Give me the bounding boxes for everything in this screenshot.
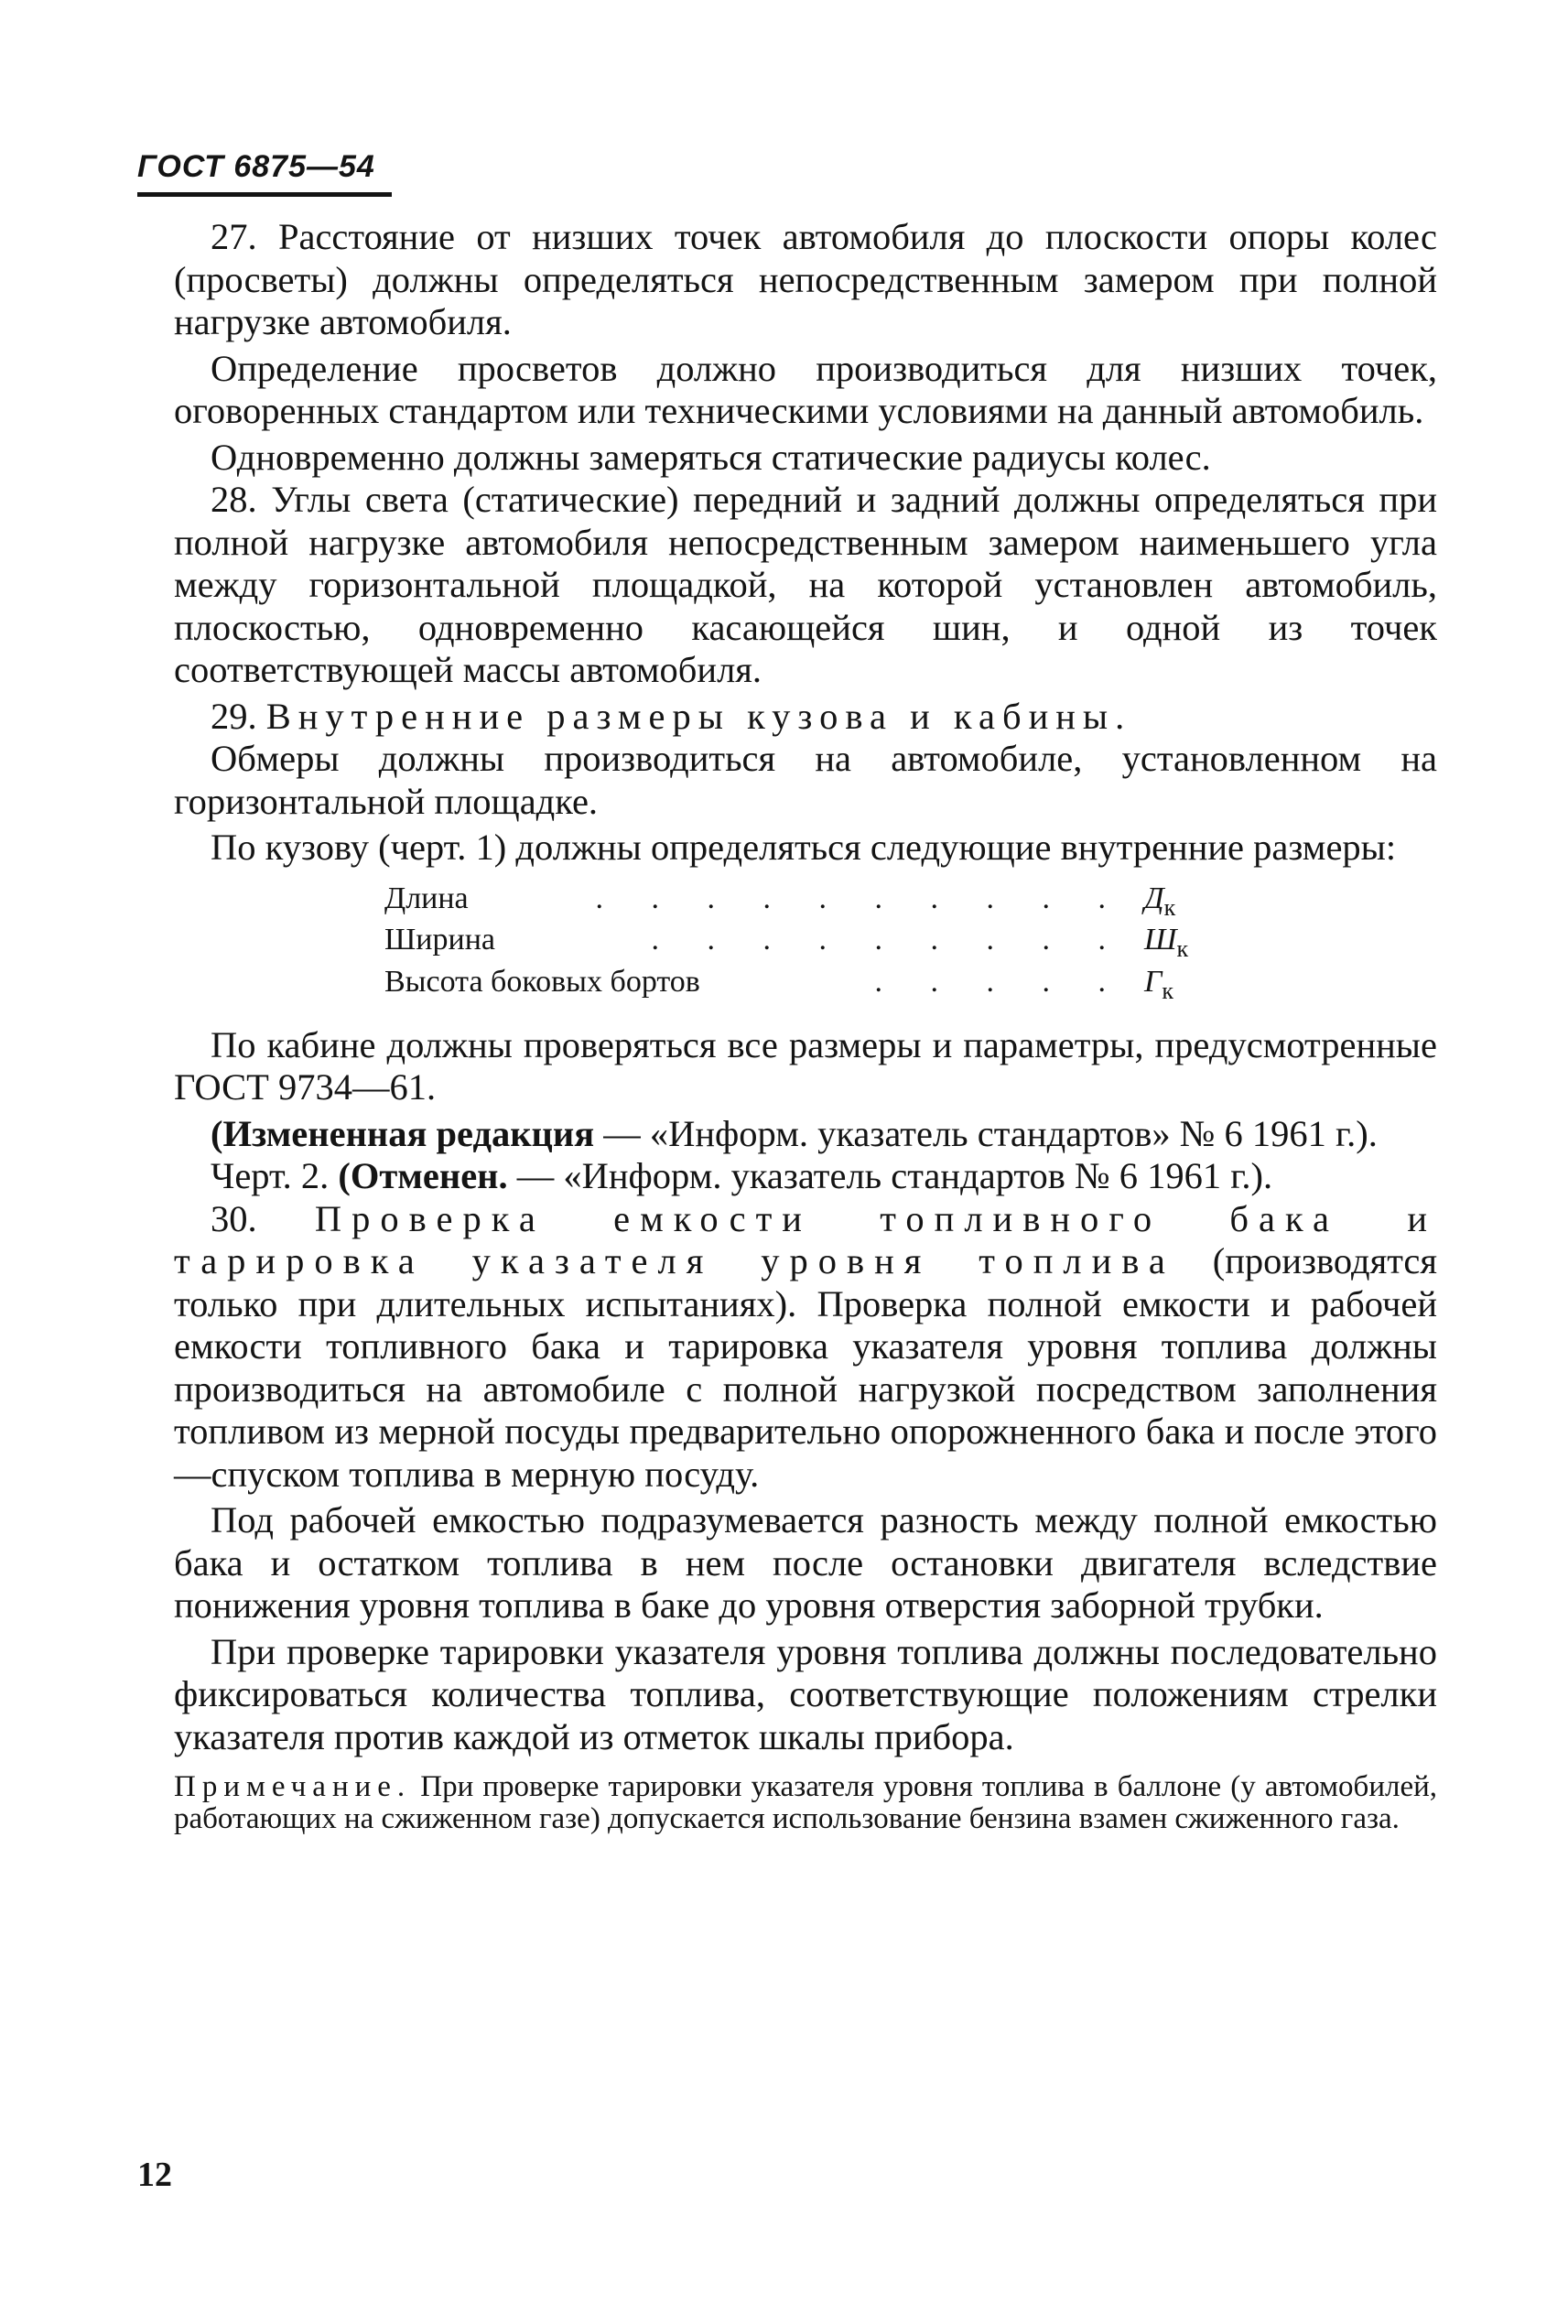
note	[174, 1771, 1437, 1835]
dimension-row	[384, 966, 1208, 1008]
dimension-row	[384, 924, 1208, 966]
paragraph-29-number: 29.	[211, 695, 257, 737]
paragraph-30	[174, 1198, 1437, 1497]
dimension-label: Длина	[384, 881, 469, 915]
paragraph-30-calibration: При проверке тарировки указателя уровня топлива должны последовательно фиксироваться количества топлива, соответствующие положениям стрелки указателя против каждой из отметок шкалы прибора.	[174, 1630, 1437, 1757]
dimension-label: Ширина	[384, 923, 495, 957]
standard-header: ГОСТ 6875—54	[137, 149, 375, 184]
dimension-symbol: $Г_к$	[1144, 965, 1173, 1004]
edit-notice-text: — «Информ. указатель стандартов» № 6 1961 г.).	[594, 1112, 1378, 1154]
chert-2-label: Черт. 2.	[211, 1155, 339, 1197]
paragraph-30-number: 30.	[211, 1197, 257, 1239]
edit-notice-bold: (Измененная редакция	[211, 1112, 595, 1154]
note-text: При проверке тарировки указателя уровня топлива в баллоне (у автомобилей, работающих на сжиженном газе) допускается использование бензина взамен сжиженного газа.	[174, 1770, 1437, 1836]
header-rule	[137, 192, 392, 197]
paragraph-29-body-sizes: По кузову (черт. 1) должны определяться следующие внутренние размеры:	[211, 827, 1397, 868]
dimension-leader: . . . . .	[874, 965, 1126, 1000]
edit-notice	[174, 1113, 1437, 1156]
chert-2-notice	[174, 1155, 1437, 1198]
paragraph-27-clearance: Определение просветов должно производиться для низших точек, оговоренных стандартом или техническими условиями на данный автомобиль.	[174, 347, 1437, 431]
page-number: 12	[137, 2156, 172, 2194]
paragraph-30-working-capacity: Под рабочей емкостью подразумевается разность между полной емкостью бака и остатком топлива в нем после остановки двигателя вследствие понижения уровня топлива в баке до уровня отверстия заборной трубки.	[174, 1499, 1437, 1627]
dimension-symbol: $Ш_к$	[1144, 923, 1189, 963]
paragraph-30-title: Проверка емкости топливного бака и тарировка указателя уровня топлива	[174, 1197, 1437, 1282]
dimension-label: Высота боковых бортов	[384, 965, 700, 1000]
paragraph-27: 27. Расстояние от низших точек автомобиля до плоскости опоры колес (просветы) должны определяться непосредственным замером при полной нагрузке автомобиля.	[174, 216, 1437, 342]
paragraph-29-title: Внутренние размеры кузова и кабины.	[265, 695, 1132, 737]
page-body	[174, 216, 1437, 1835]
paragraph-27-radii: Одновременно должны замеряться статические радиусы колес.	[211, 436, 1211, 478]
paragraph-28: 28. Углы света (статические) передний и задний должны определяться при полной нагрузке автомобиля непосредственным замером наименьшего угла между горизонтальной площадкой, на которой установлен автомобиль, плоскостью, одновременно касающейся шин, и одной из точек соответствующей массы автомобиля.	[174, 479, 1437, 690]
dimension-leader: . . . . . . . . . .	[595, 881, 1126, 915]
dimensions-list	[384, 882, 1208, 1008]
paragraph-29-measurement: Обмеры должны производиться на автомобиле, установленном на горизонтальной площадке.	[174, 738, 1437, 822]
note-label: Примечание.	[174, 1770, 412, 1804]
dimension-leader: . . . . . . . . .	[651, 923, 1126, 957]
dimension-row	[384, 882, 1208, 924]
dimension-symbol: $Д_к$	[1144, 881, 1176, 921]
chert-2-bold: (Отменен.	[338, 1155, 508, 1197]
chert-2-text: — «Информ. указатель стандартов № 6 1961 г.).	[507, 1155, 1273, 1197]
paragraph-30-text: (производятся только при длительных испытаниях). Проверка полной емкости и рабочей емкости топливного бака и тарировка указателя уровня топлива должны производиться на автомобиле с полной нагрузкой посредством заполнения топливом из мерной посуды предварительно опорожненного бака и после этого—спуском топлива в мерную посуду.	[174, 1240, 1437, 1495]
paragraph-29-cabin: По кабине должны проверяться все размеры и параметры, предусмотренные ГОСТ 9734—61.	[174, 1023, 1437, 1108]
paragraph-29-heading	[174, 696, 1437, 739]
